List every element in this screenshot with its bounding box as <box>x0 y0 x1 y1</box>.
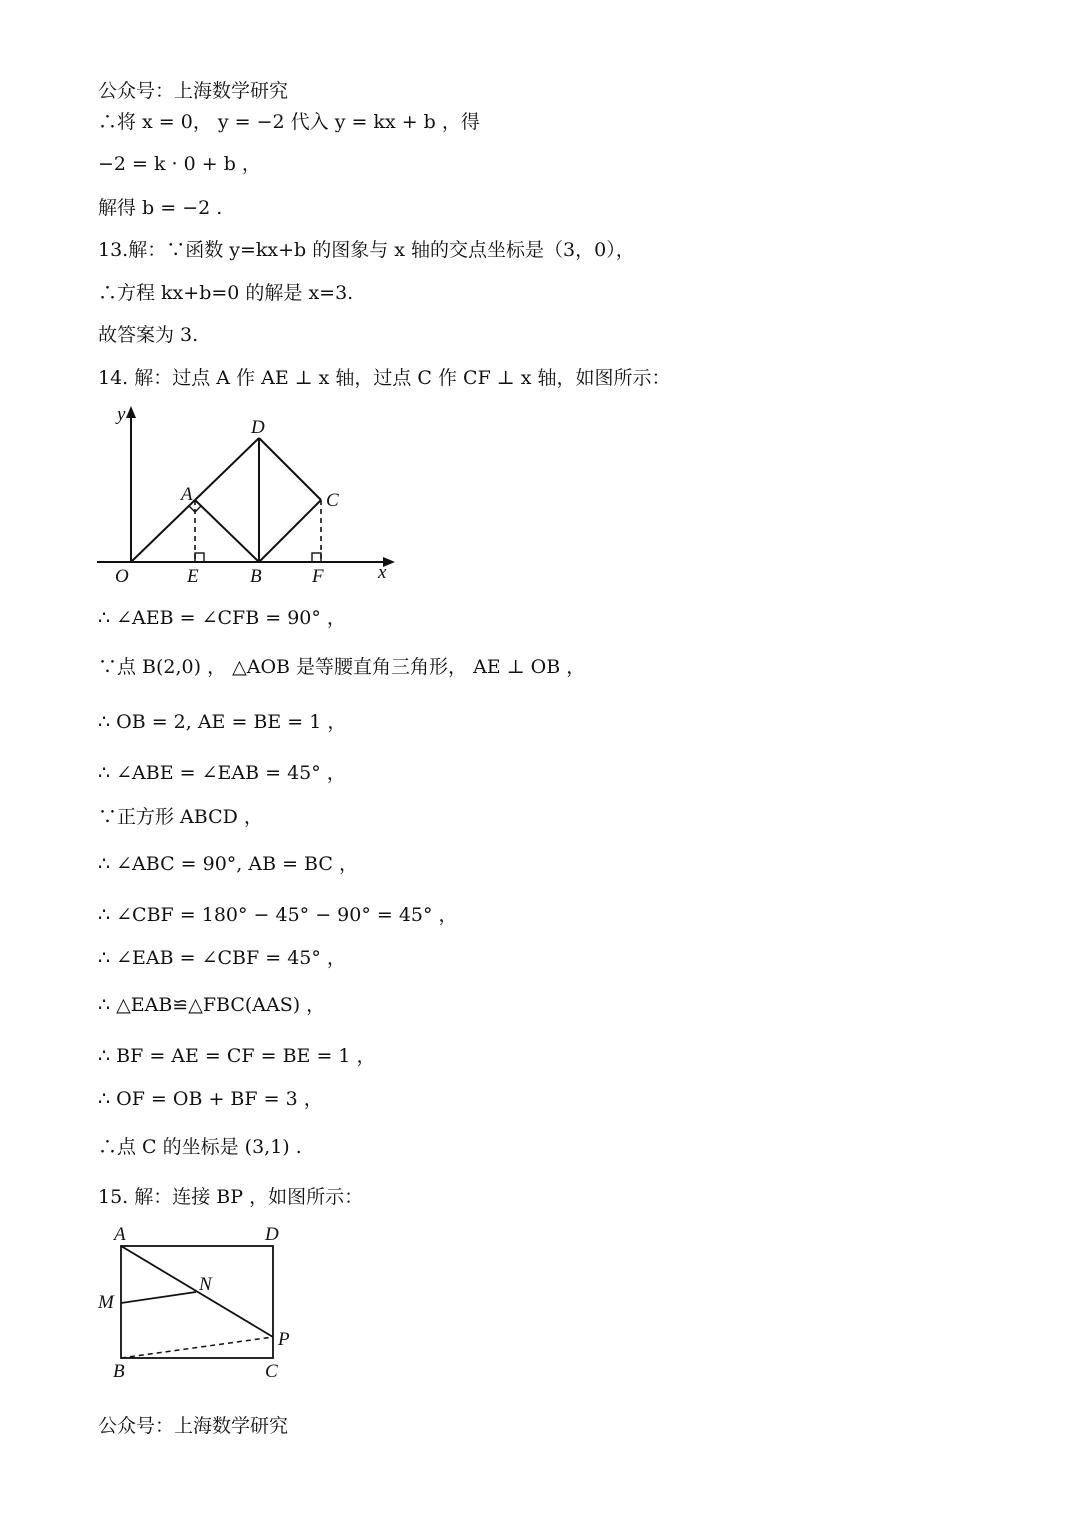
text-line: ∴将 x = 0， y = −2 代入 y = kx + b ，得 <box>98 111 480 133</box>
text-line: ∴ ∠ABE = ∠EAB = 45° ， <box>98 762 346 784</box>
label-D: D <box>251 417 265 438</box>
label-N: N <box>199 1274 212 1295</box>
text-line: ∴方程 kx+b=0 的解是 x=3. <box>98 282 354 304</box>
label-M: M <box>98 1292 114 1313</box>
text-line: 13.解：∵函数 y=kx+b 的图象与 x 轴的交点坐标是（3，0）， <box>98 239 635 261</box>
label-A: A <box>114 1224 126 1245</box>
y-axis-arrow <box>126 406 136 418</box>
segment-AP <box>121 1246 273 1337</box>
text-line: ∴ BF = AE = CF = BE = 1 ， <box>98 1045 376 1067</box>
segment-BP <box>121 1337 273 1358</box>
text-line: ∴ ∠AEB = ∠CFB = 90° ， <box>98 607 346 629</box>
label-O: O <box>115 566 129 587</box>
label-C: C <box>326 490 339 511</box>
label-P: P <box>278 1329 290 1350</box>
text-line: ∴ OB = 2, AE = BE = 1 ， <box>98 711 347 733</box>
text-line: 故答案为 3. <box>98 324 199 346</box>
figure-rectangle-ABCD <box>92 1220 307 1385</box>
text-line: 解得 b = −2 . <box>98 197 223 219</box>
segment-MN <box>121 1292 196 1303</box>
figure-square-on-axes <box>95 400 405 590</box>
text-line: ∵正方形 ABCD ， <box>98 806 263 828</box>
right-angle-F <box>312 553 321 562</box>
label-F: F <box>312 566 324 587</box>
header-text: 公众号：上海数学研究 <box>98 80 289 102</box>
segment-OA <box>131 500 195 562</box>
label-B: B <box>250 566 262 587</box>
text-line: −2 = k · 0 + b ， <box>98 153 261 175</box>
text-line: 14. 解：过点 A 作 AE ⊥ x 轴，过点 C 作 CF ⊥ x 轴，如图所示： <box>98 367 671 389</box>
footer-text: 公众号：上海数学研究 <box>98 1415 289 1437</box>
text-line: ∴ ∠EAB = ∠CBF = 45° ， <box>98 947 346 969</box>
text-line: ∴ △EAB≌△FBC(AAS) ， <box>98 994 326 1016</box>
text-line: ∴ ∠CBF = 180° − 45° − 90° = 45° ， <box>98 904 458 926</box>
label-y: y <box>117 404 126 425</box>
text-line: ∴ ∠ABC = 90°, AB = BC ， <box>98 853 358 875</box>
segment-AD <box>195 438 259 500</box>
text-line: ∴ OF = OB + BF = 3 ， <box>98 1088 323 1110</box>
text-line: ∵点 B(2,0) ， △AOB 是等腰直角三角形， AE ⊥ OB ， <box>98 656 586 678</box>
segment-DC <box>259 438 321 500</box>
label-A: A <box>181 484 193 505</box>
right-angle-E <box>195 553 204 562</box>
label-C: C <box>265 1361 278 1382</box>
label-B: B <box>113 1361 125 1382</box>
label-x: x <box>378 562 387 583</box>
label-D: D <box>265 1224 279 1245</box>
text-line: ∴点 C 的坐标是 (3,1) . <box>98 1136 302 1158</box>
text-line: 15. 解：连接 BP ，如图所示： <box>98 1186 364 1208</box>
label-E: E <box>187 566 199 587</box>
rectangle-ABCD <box>121 1246 273 1358</box>
